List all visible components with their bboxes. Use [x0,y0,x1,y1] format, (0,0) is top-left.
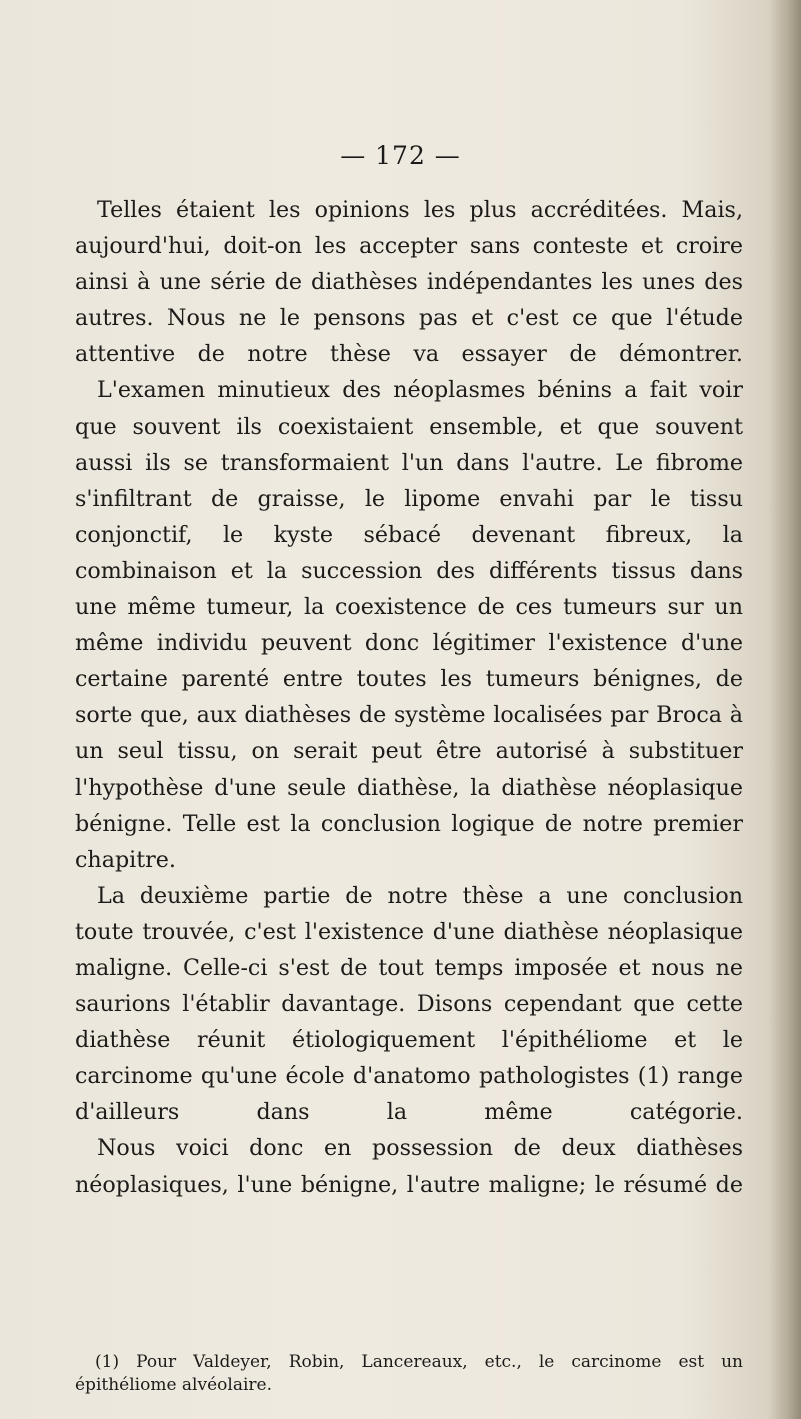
body-text [75,192,743,1203]
paragraph-1: Telles étaient les opinions les plus accréditées. Mais, aujourd'hui, doit-on les accepter sans conteste et croire ainsi à une série de diathèses indépendantes les unes des autres. Nous ne le pensons pas et c'est ce que l'étude attentive de notre thèse va essayer de démontrer. [75,197,743,368]
paragraph-4: Nous voici donc en possession de deux diathèses néoplasiques, l'une bénigne, l'autre maligne; le résumé de [75,1135,743,1198]
footnote-text: (1) Pour Valdeyer, Robin, Lancereaux, etc., le carcinome est un épithéliome alvéolaire. [75,1352,743,1395]
paragraph-2: L'examen minutieux des néoplasmes bénins a fait voir que souvent ils coexistaient ensemble, et que souvent aussi ils se transformaient l'un dans l'autre. Le fibrome s'infiltrant de graisse, le lipome envahi par le tissu conjonctif, le kyste sébacé devenant fibreux, la combinaison et la succession des différents tissus dans une même tumeur, la coexistence de ces tumeurs sur un même individu peuvent donc légitimer l'existence d'une certaine parenté entre toutes les tumeurs bénignes, de sorte que, aux diathèses de système localisées par Broca à un seul tissu, on serait peut être autorisé à substituer l'hypothèse d'une seule diathèse, la diathèse néoplasique bénigne. Telle est la conclusion logique de notre premier chapitre. [75,377,743,873]
page-number: — 172 — [340,141,461,170]
footnote [75,1351,743,1397]
page-edge-shadow [767,0,801,1419]
paragraph-3: La deuxième partie de notre thèse a une conclusion toute trouvée, c'est l'existence d'une diathèse néoplasique maligne. Celle-ci s'est de tout temps imposée et nous ne saurions l'établir davantage. Disons cependant que cette diathèse réunit étiologiquement l'épithéliome et le carcinome qu'une école d'anatomo pathologistes (1) range d'ailleurs dans la même catégorie. [75,882,743,1126]
